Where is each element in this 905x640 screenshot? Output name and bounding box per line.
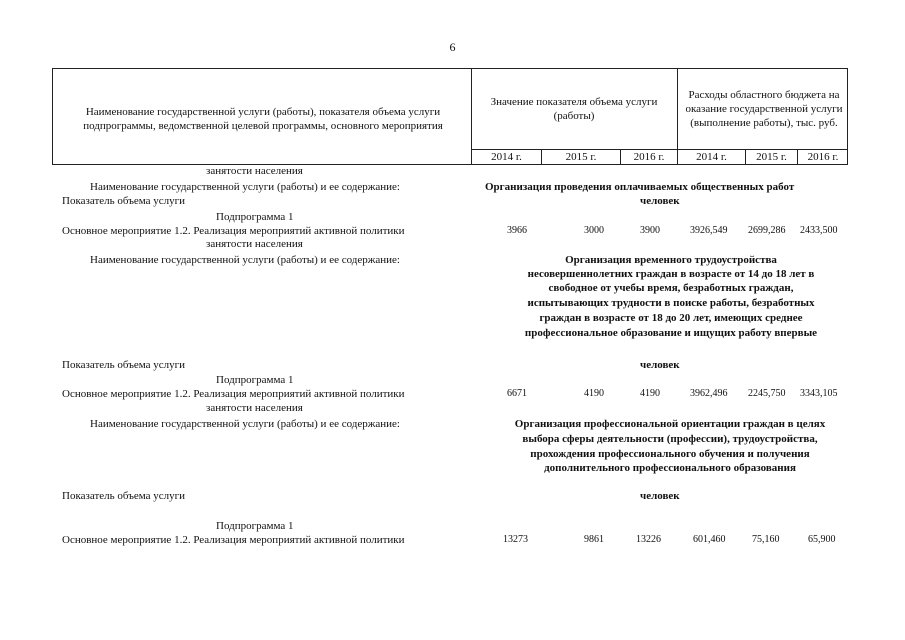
header-year-volume-2014: 2014 г.	[491, 150, 522, 163]
header-expenses-column: Расходы областного бюджета на оказание государственной услуги (выполнение работы), тыс. руб.	[685, 89, 843, 129]
header-volume-column: Значение показателя объема услуги (работы)	[490, 96, 658, 122]
subprogram-3: Подпрограмма 1	[216, 520, 294, 532]
service-name-3-line-3: прохождения профессионального обучения и получения	[530, 448, 810, 460]
value-2-exp-2015: 2245,750	[748, 388, 786, 399]
value-3-vol-2014: 13273	[503, 534, 528, 545]
value-3-vol-2016: 13226	[636, 534, 661, 545]
header-year-expense-2015: 2015 г.	[756, 150, 787, 163]
service-name-3-line-4: дополнительного профессионального образования	[544, 462, 796, 474]
value-2-vol-2014: 6671	[507, 388, 527, 399]
value-2-exp-2016: 3343,105	[800, 388, 838, 399]
service-name-1: Организация проведения оплачиваемых общественных работ	[485, 181, 795, 193]
unit-2: человек	[640, 359, 680, 371]
measure-3: Основное мероприятие 1.2. Реализация мероприятий активной политики	[62, 534, 405, 546]
service-label-3: Наименование государственной услуги (работы) и ее содержание:	[90, 418, 400, 430]
service-name-3-line-1: Организация профессиональной ориентации граждан в целях	[514, 418, 826, 430]
value-1-vol-2014: 3966	[507, 225, 527, 236]
value-2-vol-2016: 4190	[640, 388, 660, 399]
value-2-vol-2015: 4190	[584, 388, 604, 399]
header-year-expense-2014: 2014 г.	[696, 150, 727, 163]
value-1-exp-2014: 3926,549	[690, 225, 728, 236]
value-1-exp-2015: 2699,286	[748, 225, 786, 236]
service-name-2-line-3: свободное от учебы время, безработных граждан,	[548, 282, 794, 294]
measure-2: Основное мероприятие 1.2. Реализация мероприятий активной политики	[62, 388, 405, 400]
header-year-expense-2016: 2016 г.	[807, 150, 839, 163]
value-3-vol-2015: 9861	[584, 534, 604, 545]
employment-1: занятости населения	[206, 238, 303, 250]
value-1-exp-2016: 2433,500	[800, 225, 838, 236]
service-name-2-line-1: Организация временного трудоустройства	[565, 254, 777, 266]
subprogram-2: Подпрограмма 1	[216, 374, 294, 386]
service-name-2-line-5: граждан в возрасте от 18 до 20 лет, имеющих среднее	[539, 312, 803, 324]
value-3-exp-2014: 601,460	[693, 534, 726, 545]
header-service-column: Наименование государственной услуги (работы), показателя объема услуги подпрограммы, ведомственной целевой программы, основного мероприятия	[83, 106, 443, 132]
page-number: 6	[449, 40, 456, 54]
service-name-2-line-6: профессиональное образование и ищущих работу впервые	[524, 327, 818, 339]
value-3-exp-2015: 75,160	[752, 534, 780, 545]
table-header	[52, 68, 848, 165]
header-year-volume-2016: 2016 г.	[633, 150, 665, 163]
employment-2: занятости населения	[206, 402, 303, 414]
subprogram-1: Подпрограмма 1	[216, 211, 294, 223]
value-2-exp-2014: 3962,496	[690, 388, 728, 399]
unit-3: человек	[640, 490, 680, 502]
indicator-label-2: Показатель объема услуги	[62, 359, 186, 371]
unit-1: человек	[640, 195, 680, 207]
service-label-1: Наименование государственной услуги (работы) и ее содержание:	[90, 181, 400, 193]
header-year-volume-2015: 2015 г.	[565, 150, 597, 163]
service-name-3-line-2: выбора сферы деятельности (профессии), трудоустройства,	[522, 433, 818, 445]
value-1-vol-2016: 3900	[640, 225, 660, 236]
continuation-text: занятости населения	[206, 165, 303, 177]
value-1-vol-2015: 3000	[584, 225, 604, 236]
indicator-label-1: Показатель объема услуги	[62, 195, 186, 207]
service-label-2: Наименование государственной услуги (работы) и ее содержание:	[90, 254, 400, 266]
value-3-exp-2016: 65,900	[808, 534, 836, 545]
measure-1: Основное мероприятие 1.2. Реализация мероприятий активной политики	[62, 225, 405, 237]
indicator-label-3: Показатель объема услуги	[62, 490, 186, 502]
service-name-2-line-2: несовершеннолетних граждан в возрасте от 14 до 18 лет в	[527, 268, 815, 280]
service-name-2-line-4: испытывающих трудности в поиске работы, безработных	[527, 297, 815, 309]
